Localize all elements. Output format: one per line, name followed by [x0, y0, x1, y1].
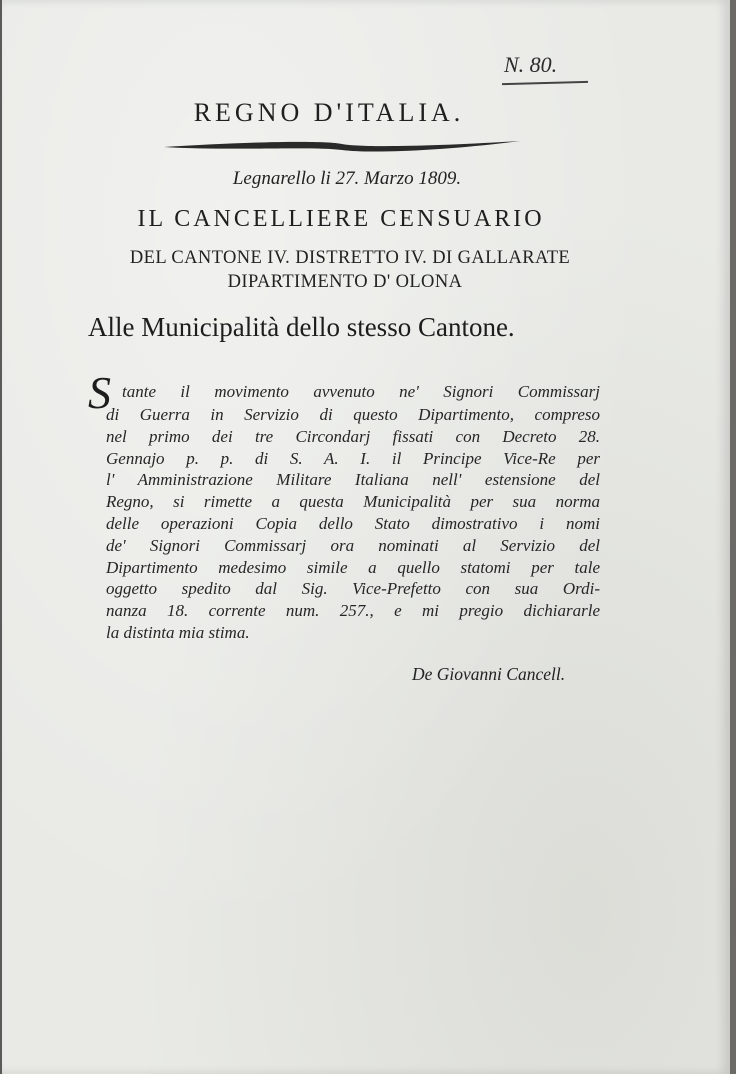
page-edge [730, 0, 736, 1074]
body-line: Gennajo p. p. di S. A. I. il Principe Vice-Re per [106, 448, 600, 468]
signature: De Giovanni Cancell. [412, 664, 566, 684]
body-line: Regno, si rimette a questa Municipalità per sua norma [106, 492, 600, 512]
body-first-line: tante il movimento avvenuto ne' Signori Commissarj [122, 382, 600, 401]
body-line: Dipartimento medesimo simile a quello statomi per tale [106, 557, 600, 577]
kingdom-text: REGNO D'ITALIA. [193, 98, 465, 127]
official-title: IL CANCELLIERE CENSUARIO [137, 206, 545, 232]
canton-line: DEL CANTONE IV. DISTRETTO IV. DI GALLARATE [129, 248, 571, 268]
body-line: oggetto spedito dal Sig. Vice-Prefetto con sua Ordi- [106, 579, 600, 599]
body-text [106, 404, 600, 644]
addressee: Alle Municipalità dello stesso Cantone. [88, 312, 515, 342]
ornamental-rule [162, 138, 522, 156]
body-line: de' Signori Commissarj ora nominati al Servizio del [106, 535, 600, 555]
kingdom-heading [2, 98, 652, 128]
body-line: l' Amministrazione Militare Italiana nell' estensione del [106, 470, 600, 490]
body-line: nanza 18. corrente num. 257., e mi pregio dichiararle [106, 601, 600, 621]
body-line: di Guerra in Servizio di questo Dipartimento, compreso [106, 405, 600, 424]
place-date: Legnarello li 27. Marzo 1809. [232, 168, 462, 189]
body-line: la distinta mia stima. [106, 622, 250, 642]
drop-cap: S [88, 367, 111, 418]
body-line: nel primo dei tre Circondarj fissati con Decreto 28. [106, 426, 600, 446]
document-number: N. 80. [504, 52, 558, 77]
document-sheet [2, 0, 730, 1074]
body-line: delle operazioni Copia dello Stato dimostrativo i nomi [106, 513, 600, 533]
number-underline [502, 81, 588, 85]
department-line: DIPARTIMENTO D' OLONA [227, 272, 463, 292]
